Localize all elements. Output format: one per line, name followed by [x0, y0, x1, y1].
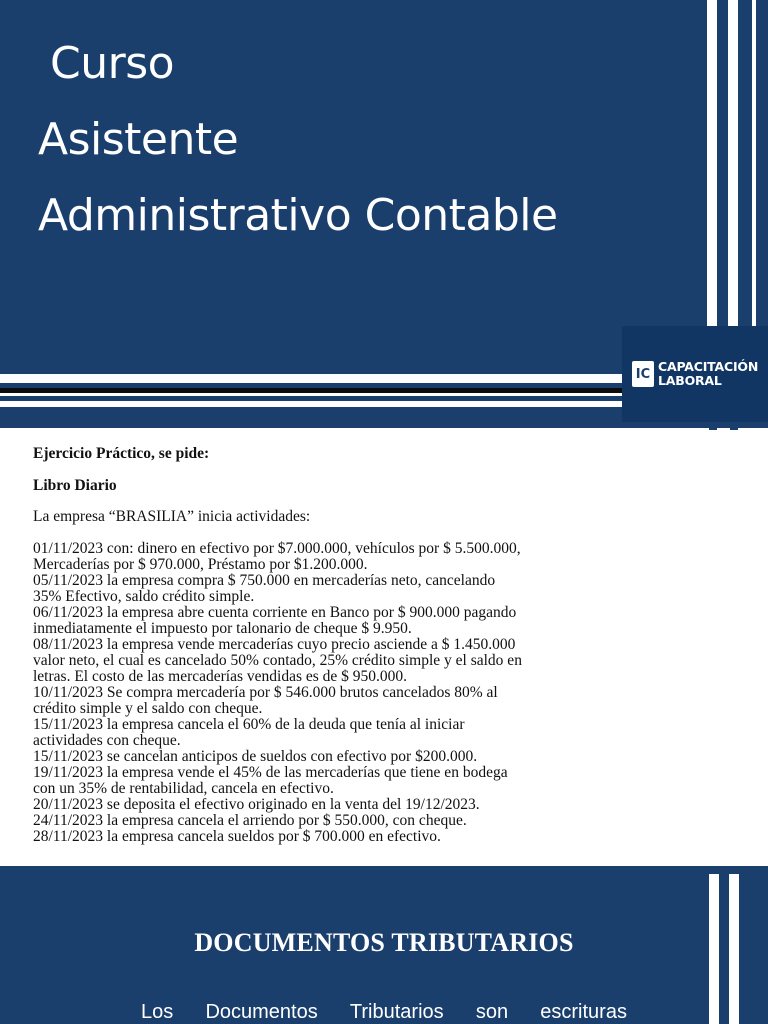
- ic-logo-icon: IC: [632, 361, 654, 387]
- transaction-line: letras. El costo de las mercaderías vendidas es de $ 950.000.: [33, 668, 408, 685]
- capacitacion-laboral-logo: [622, 326, 768, 422]
- transaction-line: Mercaderías por $ 970.000, Préstamo por $1.200.000.: [33, 556, 368, 573]
- vertical-stripe-2: [728, 0, 738, 330]
- logo-wordmark: [658, 360, 758, 388]
- section-body-text: [141, 1001, 627, 1024]
- exercise-heading: Ejercicio Práctico, se pide:: [33, 445, 210, 462]
- horizontal-stripe-4: [0, 401, 622, 407]
- transaction-line: 35% Efectivo, saldo crédito simple.: [33, 588, 255, 605]
- transaction-line: 10/11/2023 Se compra mercadería por $ 546.000 brutos cancelados 80% al: [33, 684, 498, 701]
- cover-banner: [0, 0, 768, 428]
- transaction-line: 06/11/2023 la empresa abre cuenta corriente en Banco por $ 900.000 pagando: [33, 604, 517, 621]
- transaction-line: 15/11/2023 se cancelan anticipos de sueldos con efectivo por $200.000.: [33, 748, 478, 765]
- transaction-line: 08/11/2023 la empresa vende mercaderías cuyo precio asciende a $ 1.450.000: [33, 636, 516, 653]
- body-word: son: [475, 1001, 509, 1023]
- body-word: Documentos: [205, 1001, 318, 1023]
- horizontal-stripe-3: [0, 393, 622, 396]
- body-word: Los: [141, 1001, 174, 1023]
- exercise-section: [33, 446, 727, 525]
- transaction-line: 01/11/2023 con: dinero en efectivo por $7.000.000, vehículos por $ 5.500.000,: [33, 540, 521, 557]
- logo-line-2: LABORAL: [658, 373, 722, 388]
- transaction-line: actividades con cheque.: [33, 732, 181, 749]
- exercise-transaction-list: [33, 541, 727, 845]
- transaction-line: 15/11/2023 la empresa cancela el 60% de la deuda que tenía al iniciar: [33, 716, 465, 733]
- title-line-2: Asistente: [38, 114, 239, 165]
- exercise-intro: La empresa “BRASILIA” inicia actividades:: [33, 508, 311, 525]
- transaction-line: con un 35% de rentabilidad, cancela en efectivo.: [33, 780, 334, 797]
- transaction-line: crédito simple y el saldo con cheque.: [33, 700, 263, 717]
- transaction-line: valor neto, el cual es cancelado 50% contado, 25% crédito simple y el saldo en: [33, 652, 522, 669]
- transaction-line: 20/11/2023 se deposita el efectivo originado en la venta del 19/12/2023.: [33, 796, 480, 813]
- decorative-square-1: [709, 424, 717, 430]
- section-title: DOCUMENTOS TRIBUTARIOS: [194, 928, 574, 957]
- transaction-line: 24/11/2023 la empresa cancela el arriendo por $ 550.000, con cheque.: [33, 812, 467, 829]
- logo-line-1: CAPACITACIÓN: [658, 359, 759, 374]
- transaction-line: 05/11/2023 la empresa compra $ 750.000 en mercaderías neto, cancelando: [33, 572, 496, 589]
- vertical-stripe-3: [752, 0, 756, 330]
- transaction-line: 19/11/2023 la empresa vende el 45% de las mercaderías que tiene en bodega: [33, 764, 508, 781]
- title-line-1: Curso: [50, 38, 175, 89]
- transaction-line: 28/11/2023 la empresa cancela sueldos por $ 700.000 en efectivo.: [33, 828, 441, 845]
- transaction-line: inmediatamente el impuesto por talonario de cheque $ 9.950.: [33, 620, 412, 637]
- decorative-square-2: [730, 424, 738, 430]
- body-word: Tributarios: [349, 1001, 444, 1023]
- vertical-stripe-1: [707, 0, 717, 330]
- exercise-subheading: Libro Diario: [33, 477, 117, 494]
- body-word: escrituras: [540, 1001, 627, 1023]
- title-line-3: Administrativo Contable: [38, 190, 558, 241]
- horizontal-stripe-1: [0, 374, 622, 383]
